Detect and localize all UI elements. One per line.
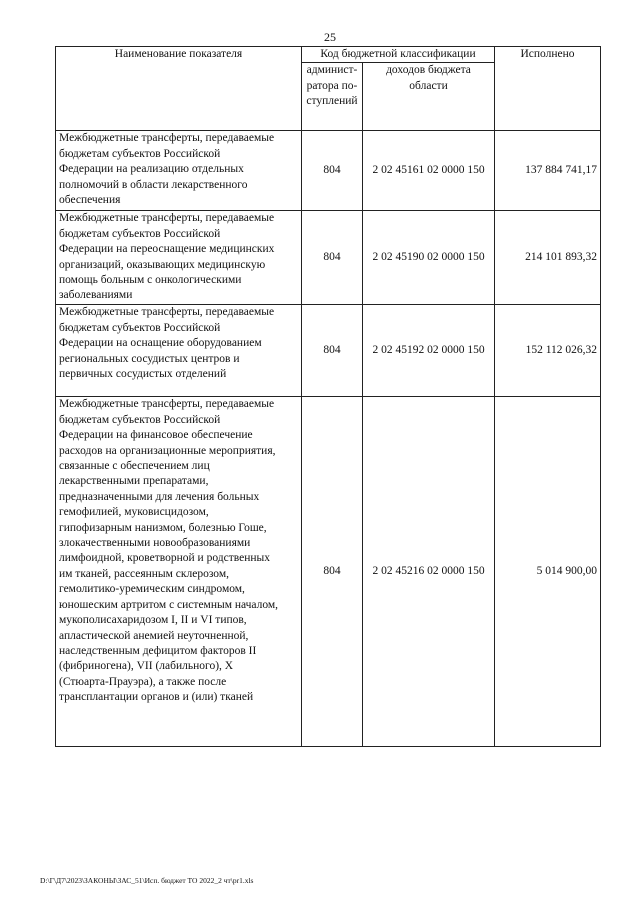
name-line: Федерации на реализацию отдельных xyxy=(59,163,244,176)
indicator-name-cell xyxy=(56,131,302,211)
name-line: лекарственными препаратами, xyxy=(59,475,209,488)
amount-cell: 152 112 026,32 xyxy=(495,305,601,397)
name-line: гемолитико-уремическим синдромом, xyxy=(59,583,245,596)
name-line: Федерации на переоснащение медицинских xyxy=(59,243,275,256)
name-line: апластической анемией неуточненной, xyxy=(59,629,249,642)
name-line: организаций, оказывающих медицинскую xyxy=(59,258,266,271)
name-line: им тканей, рассеянным склерозом, xyxy=(59,567,229,580)
amount-cell: 5 014 900,00 xyxy=(495,397,601,747)
indicator-name-cell xyxy=(56,305,302,397)
income-code-cell: 2 02 45216 02 0000 150 xyxy=(363,397,495,747)
name-line: лимфоидной, кроветворной и родственных xyxy=(59,552,270,565)
header-row xyxy=(56,47,601,63)
indicator-name-cell xyxy=(56,397,302,747)
header-executed: Исполнено xyxy=(495,47,601,131)
header-budget-code: Код бюджетной классификации xyxy=(302,47,495,63)
name-line: обеспечения xyxy=(59,194,121,207)
table-row xyxy=(56,305,601,397)
name-line: Межбюджетные трансферты, передаваемые xyxy=(59,398,275,411)
name-line: расходов на организационные мероприятия, xyxy=(59,444,276,457)
name-line: региональных сосудистых центров и xyxy=(59,352,240,365)
indicator-name-cell xyxy=(56,211,302,305)
header-indicator-name: Наименование показателя xyxy=(56,47,302,131)
name-line: первичных сосудистых отделений xyxy=(59,368,227,381)
name-line: Межбюджетные трансферты, передаваемые xyxy=(59,132,275,145)
header-admin xyxy=(302,63,363,131)
table-row xyxy=(56,397,601,747)
name-line: Межбюджетные трансферты, передаваемые xyxy=(59,212,275,225)
name-line: наследственным дефицитом факторов II xyxy=(59,644,257,657)
amount-cell: 137 884 741,17 xyxy=(495,131,601,211)
income-code-cell: 2 02 45161 02 0000 150 xyxy=(363,131,495,211)
name-line: связанные с обеспечением лиц xyxy=(59,460,210,473)
page-number: 25 xyxy=(324,30,336,44)
admin-code-cell: 804 xyxy=(302,397,363,747)
admin-code-cell: 804 xyxy=(302,305,363,397)
name-line: Федерации на финансовое обеспечение xyxy=(59,429,253,442)
table-row xyxy=(56,131,601,211)
name-line: (фибриногена), VII (лабильного), X xyxy=(59,660,234,673)
header-income xyxy=(363,63,495,131)
name-line: полномочий в области лекарственного xyxy=(59,178,248,191)
name-line: бюджетам субъектов Российской xyxy=(59,227,221,240)
name-line: гипофизарным нанизмом, болезнью Гоше, xyxy=(59,521,267,534)
name-line: мукополисахаридозом I, II и VI типов, xyxy=(59,614,247,627)
name-line: злокачественными новообразованиями xyxy=(59,537,251,550)
name-line: бюджетам субъектов Российской xyxy=(59,413,221,426)
name-line: помощь больным с онкологическими xyxy=(59,274,242,287)
name-line: бюджетам субъектов Российской xyxy=(59,147,221,160)
header-admin-line: ступлений xyxy=(306,95,358,108)
table-row xyxy=(56,211,601,305)
name-line: предназначенными для лечения больных xyxy=(59,490,260,503)
budget-execution-table xyxy=(55,46,601,747)
name-line: (Стюарта-Прауэра), а также после xyxy=(59,675,227,688)
name-line: юношеским артритом с системным началом, xyxy=(59,598,279,611)
name-line: бюджетам субъектов Российской xyxy=(59,321,221,334)
header-income-line: области xyxy=(409,79,448,92)
name-line: Федерации на оснащение оборудованием xyxy=(59,337,262,350)
name-line: Межбюджетные трансферты, передаваемые xyxy=(59,306,275,319)
header-income-line: доходов бюджета xyxy=(386,64,471,77)
header-admin-line: админист- xyxy=(306,64,358,77)
income-code-cell: 2 02 45192 02 0000 150 xyxy=(363,305,495,397)
amount-cell: 214 101 893,32 xyxy=(495,211,601,305)
income-code-cell: 2 02 45190 02 0000 150 xyxy=(363,211,495,305)
name-line: трансплантации органов и (или) тканей xyxy=(59,691,254,704)
header-admin-line: ратора по- xyxy=(306,79,358,92)
name-line: гемофилией, муковисцидозом, xyxy=(59,506,209,519)
admin-code-cell: 804 xyxy=(302,211,363,305)
admin-code-cell: 804 xyxy=(302,131,363,211)
file-path-footer: D:\Г\Д7\2023\ЗАКОНЫ\ЗАС_51\Исп. бюджет ТО 2022_2 чт\pr1.xls xyxy=(40,876,254,885)
name-line: заболеваниями xyxy=(59,289,133,302)
